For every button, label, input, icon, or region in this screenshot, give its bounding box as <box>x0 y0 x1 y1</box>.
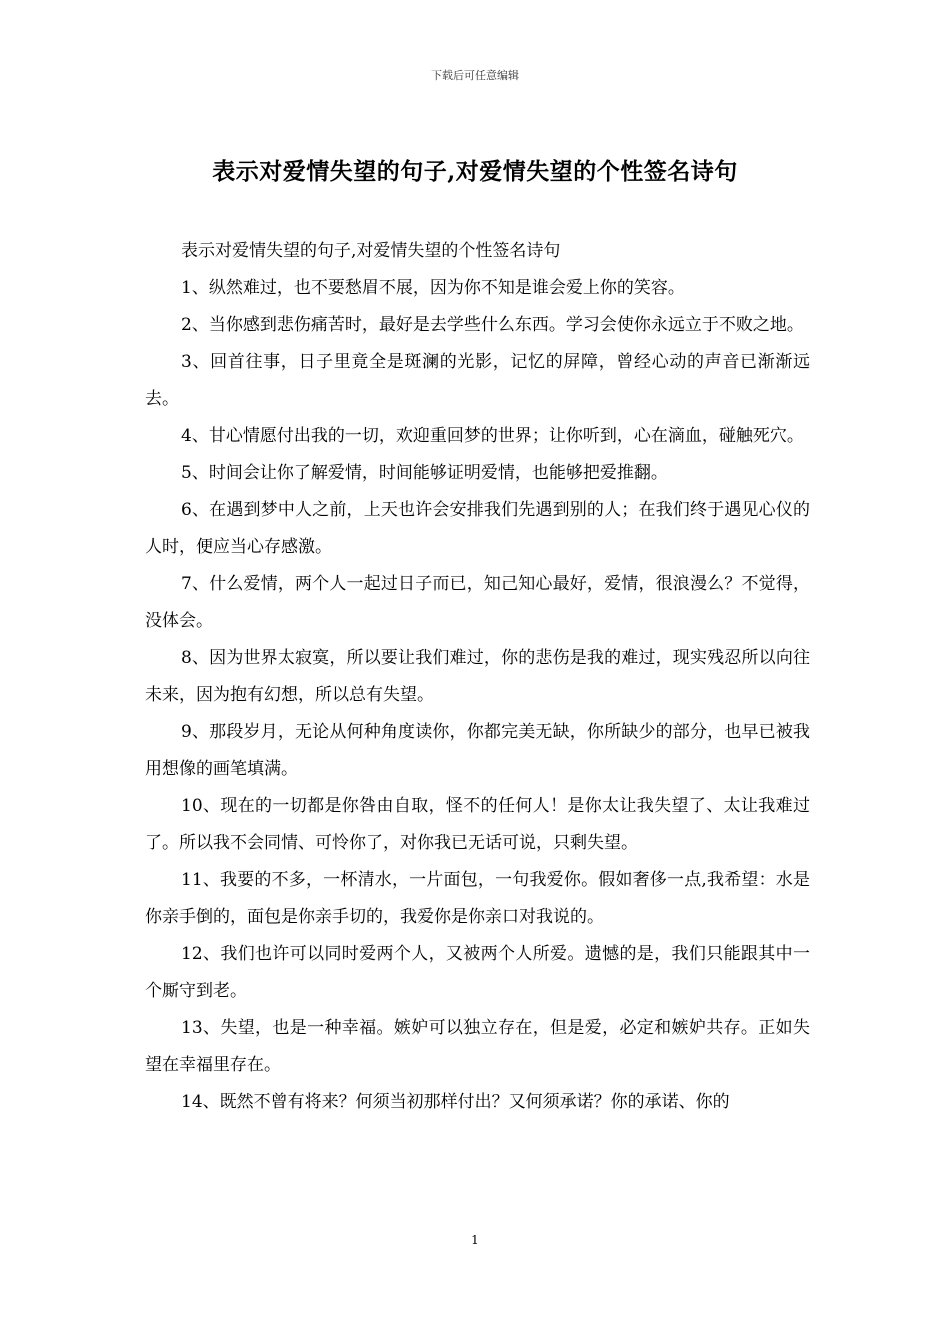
paragraph-11: 11、我要的不多，一杯清水，一片面包，一句我爱你。假如奢侈一点,我希望：水是你亲手倒的，面包是你亲手切的，我爱你是你亲口对我说的。 <box>145 870 810 927</box>
paragraph-7: 7、什么爱情，两个人一起过日子而已，知己知心最好，爱情，很浪漫么？不觉得，没体会。 <box>145 574 810 631</box>
paragraph-2: 2、当你感到悲伤痛苦时，最好是去学些什么东西。学习会使你永远立于不败之地。 <box>181 315 804 335</box>
paragraph-13: 13、失望，也是一种幸福。嫉妒可以独立存在，但是爱，必定和嫉妒共存。正如失望在幸福里存在。 <box>145 1018 810 1075</box>
page-number: 1 <box>471 1233 479 1247</box>
paragraph-1: 1、纵然难过，也不要愁眉不展，因为你不知是谁会爱上你的笑容。 <box>181 278 685 298</box>
paragraph-14: 14、既然不曾有将来？何须当初那样付出？又何须承诺？你的承诺、你的 <box>181 1092 730 1112</box>
paragraph-6: 6、在遇到梦中人之前，上天也许会安排我们先遇到别的人；在我们终于遇见心仪的人时，便应当心存感激。 <box>145 500 810 557</box>
paragraph-12: 12、我们也许可以同时爱两个人，又被两个人所爱。遗憾的是，我们只能跟其中一个厮守到老。 <box>145 944 810 1001</box>
paragraph-4: 4、甘心情愿付出我的一切，欢迎重回梦的世界；让你听到，心在滴血，碰触死穴。 <box>181 426 804 446</box>
paragraph-9: 9、那段岁月，无论从何种角度读你，你都完美无缺，你所缺少的部分，也早已被我用想像的画笔填满。 <box>145 722 810 779</box>
paragraph-5: 5、时间会让你了解爱情，时间能够证明爱情，也能够把爱推翻。 <box>181 463 668 483</box>
paragraph-10: 10、现在的一切都是你咎由自取，怪不的任何人！是你太让我失望了、太让我难过了。所以我不会同情、可怜你了，对你我已无话可说，只剩失望。 <box>145 796 810 853</box>
paragraph-8: 8、因为世界太寂寞，所以要让我们难过，你的悲伤是我的难过，现实残忍所以向往未来，因为抱有幻想，所以总有失望。 <box>145 648 810 705</box>
paragraph-subtitle: 表示对爱情失望的句子,对爱情失望的个性签名诗句 <box>181 241 561 261</box>
document-title: 表示对爱情失望的句子,对爱情失望的个性签名诗句 <box>212 158 738 185</box>
header-note: 下载后可任意编辑 <box>431 69 519 82</box>
document-body <box>145 233 810 1121</box>
paragraph-3: 3、回首往事，日子里竟全是斑澜的光影，记忆的屏障，曾经心动的声音已渐渐远去。 <box>145 352 810 409</box>
